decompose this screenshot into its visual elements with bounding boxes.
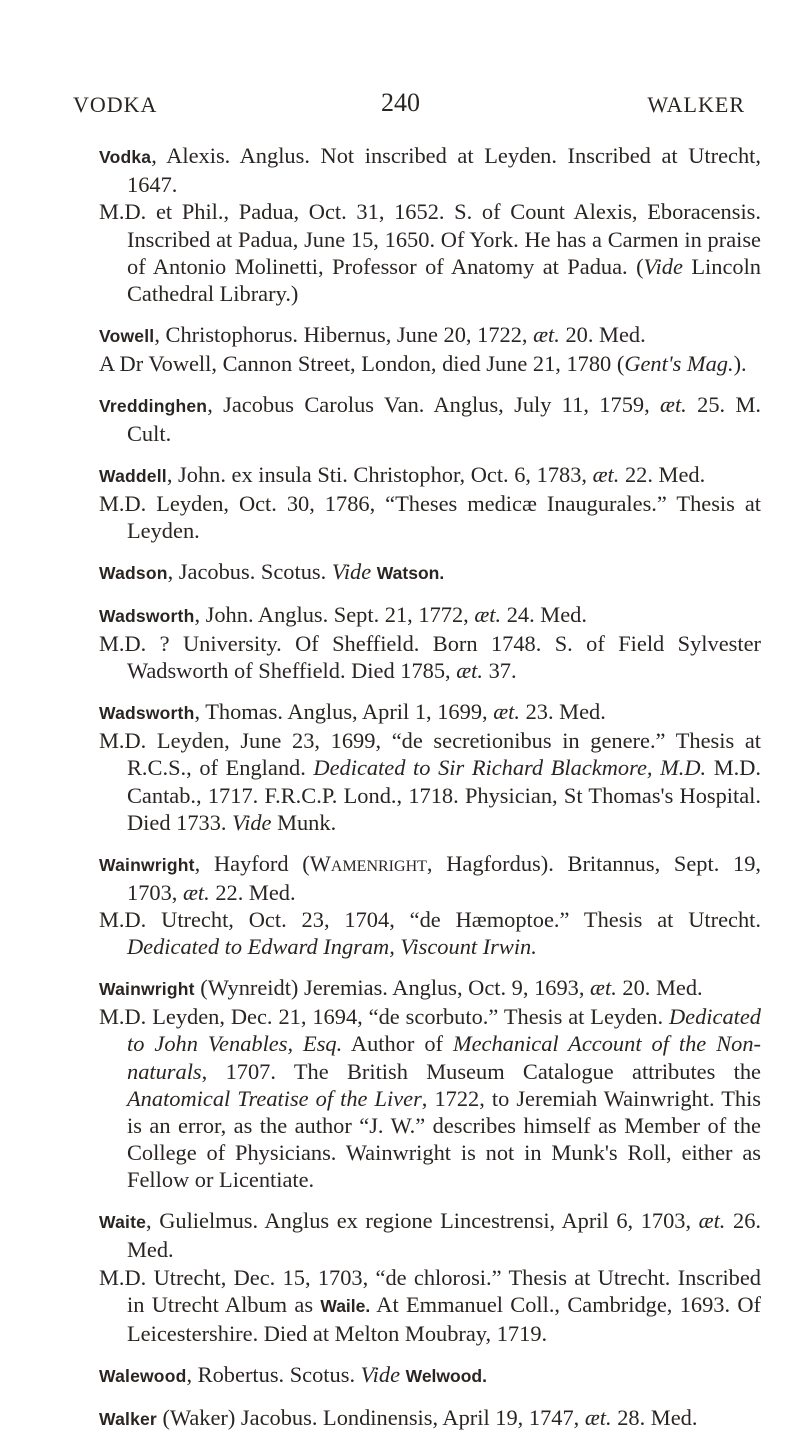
italic-text: æt. — [533, 321, 560, 347]
italic-text: æt. — [698, 1208, 726, 1234]
entry-text: (Wynreidt) Jeremias. Anglus, Oct. 9, 1693, — [194, 975, 591, 1001]
entry-text: , Gulielmus. Anglus ex regione Lincestrensi, April 6, 1703, — [146, 1208, 699, 1234]
entry-detail — [99, 350, 761, 377]
italic-text: æt. — [474, 601, 502, 627]
italic-text: Anatomical Treatise of the Liver — [127, 1085, 422, 1111]
italic-text: Vide — [643, 253, 683, 279]
entry-text: M.D. Leyden, Oct. 30, 1786, “Theses medicæ Inaugurales.” Thesis at Leyden. — [99, 491, 761, 544]
entry-text: , Jacobus Carolus Van. Anglus, July 11, 1759, — [207, 391, 661, 417]
entry-text: M.D. Utrecht, Dec. 15, 1703, “de chlorosi.” Thesis at Utrecht. Inscribed in Utrecht Album as — [99, 1264, 761, 1317]
entry-headline — [99, 1361, 761, 1390]
entry-text: 22. Med. — [619, 461, 706, 487]
italic-text: Vide — [360, 1361, 401, 1387]
entry-text: M.D. Cantab., 1717. F.R.C.P. Lond., 1718. Physician, St Thomas's Hospital. Died 1733. — [127, 755, 762, 835]
entry-wadsworth — [99, 601, 761, 685]
entry-text: 24. Med. — [501, 601, 587, 627]
headword: Waite — [99, 1212, 147, 1233]
entry-text: , 1722, to Jeremiah Wainwright. This is an error, as the author “J. W.” describes himself as Member of the College of Physicians. Wainwright is not in Munk's Roll, either as Fellow or Licentiate. — [127, 1085, 761, 1193]
entry-headline — [99, 321, 761, 350]
italic-text: Gent's Mag. — [624, 351, 734, 377]
entry-wadsworth — [99, 698, 761, 836]
headword: Vreddinghen — [99, 395, 208, 416]
entry-wainwright — [99, 850, 761, 961]
entry-vodka — [99, 142, 761, 307]
italic-text: Vide — [232, 809, 272, 835]
entry-headline — [99, 850, 761, 906]
entry-text: 26. Med. — [127, 1208, 761, 1263]
entry-text: , 1707. The British Museum Catalogue attributes the — [201, 1058, 761, 1084]
entry-vreddinghen — [99, 391, 761, 447]
headword: Waddell — [99, 465, 167, 486]
headword: Wadsworth — [99, 703, 195, 724]
entry-text: 23. Med. — [519, 699, 606, 725]
entry-headline — [99, 391, 761, 447]
entry-text: A Dr Vowell, Cannon Street, London, died June 21, 1780 ( — [99, 351, 625, 377]
entry-text: , Jacobus. Scotus. — [167, 559, 332, 585]
cross-reference: Waile. — [320, 1295, 371, 1316]
entry-text: , Christophorus. Hibernus, June 20, 1722, — [154, 321, 534, 347]
entry-headline — [99, 461, 761, 490]
entry-text: M.D. Leyden, June 23, 1699, “de secretionibus in genere.” Thesis at R.C.S., of England. — [99, 728, 761, 781]
headword: Wainwright — [99, 979, 195, 1000]
page-number: 240 — [381, 88, 420, 117]
headword: Wadson — [99, 563, 168, 584]
entry-text: , John. Anglus. Sept. 21, 1772, — [194, 601, 475, 627]
entry-text: , Thomas. Anglus, April 1, 1699, — [194, 699, 494, 725]
headword: Wadsworth — [99, 605, 195, 626]
headword: Walewood — [99, 1365, 187, 1386]
headword: Wainwright — [99, 854, 195, 875]
entry-detail — [99, 490, 761, 544]
cross-reference: Welwood. — [405, 1365, 487, 1386]
entry-text: M.D. et Phil., Padua, Oct. 31, 1652. S. of Count Alexis, Eboracensis. Inscribed at Padua, June 15, 1650. Of York. He has a Carmen in praise of Antonio Molinetti, Professor of Anatomy at Padua. ( — [99, 199, 761, 279]
entry-text: M.D. Utrecht, Oct. 23, 1704, “de Hæmoptoe.” Thesis at Utrecht. — [99, 907, 761, 933]
entry-text: , Robertus. Scotus. — [186, 1361, 361, 1387]
entry-headline — [99, 601, 761, 630]
header-left-guide-word: VODKA — [73, 92, 158, 117]
entries-list — [99, 142, 761, 1446]
entry-text: 25. M. Cult. — [127, 391, 761, 447]
entry-text: 20. Med. — [559, 321, 646, 347]
entry-walker — [99, 1404, 761, 1433]
entry-text: 22. Med. — [209, 879, 296, 905]
entry-text: 37. — [483, 658, 517, 684]
entry-text: M.D. ? University. Of Sheffield. Born 1748. S. of Field Sylvester Wadsworth of Sheffield. Died 1785, — [99, 631, 761, 684]
italic-text: æt. — [182, 879, 210, 905]
entry-text: M.D. Leyden, Dec. 21, 1694, “de scorbuto.” Thesis at Leyden. — [99, 1004, 669, 1030]
entry-detail — [99, 906, 761, 960]
entry-text: , Hayford ( — [194, 850, 310, 876]
entry-walewood — [99, 1361, 761, 1390]
entry-detail — [99, 727, 761, 836]
italic-text: æt. — [493, 699, 520, 725]
italic-text: Dedicated to Sir Richard Blackmore, M.D. — [313, 755, 707, 781]
entry-waddell — [99, 461, 761, 545]
cross-reference: Watson. — [376, 563, 445, 584]
entry-text: , John. ex insula Sti. Christophor, Oct. 6, 1783, — [166, 461, 593, 487]
italic-text: Dedicated to John Venables, Esq. — [127, 1004, 761, 1057]
headword: Vowell — [99, 325, 155, 346]
entry-wadson — [99, 558, 761, 587]
entry-text: 20. Med. — [616, 975, 703, 1001]
header-right-guide-word: WALKER — [647, 92, 745, 117]
entry-detail — [99, 1003, 761, 1193]
entry-text: (Waker) Jacobus. Londinensis, April 19, 1747, — [156, 1404, 585, 1430]
entry-detail — [99, 198, 761, 307]
italic-text: æt. — [590, 975, 617, 1001]
headword: Walker — [99, 1408, 157, 1429]
entry-detail — [99, 1264, 761, 1348]
entry-headline — [99, 558, 761, 587]
italic-text: Mechanical Account of the Non-naturals — [127, 1031, 761, 1084]
italic-text: æt. — [456, 658, 483, 684]
italic-text: Vide — [331, 559, 372, 585]
entry-text: , Alexis. Anglus. Not inscribed at Leyden. Inscribed at Utrecht, 1647. — [127, 143, 761, 198]
entry-vowell — [99, 321, 761, 377]
entry-headline — [99, 142, 761, 198]
entry-text: Lincoln Cathedral Library.) — [127, 253, 761, 307]
italic-text: æt. — [660, 391, 687, 417]
entry-headline — [99, 1404, 761, 1433]
entry-text: ). — [733, 351, 747, 377]
entry-text: Munk. — [271, 809, 337, 835]
entry-detail — [99, 630, 761, 684]
italic-text: Dedicated to Edward Ingram, Viscount Irwin. — [127, 934, 537, 960]
entry-text: At Emmanuel Coll., Cambridge, 1693. Of Leicestershire. Died at Melton Moubray, 1719. — [127, 1291, 761, 1347]
running-header — [0, 88, 801, 128]
entry-headline — [99, 1207, 761, 1263]
italic-text: æt. — [584, 1404, 612, 1430]
entry-text: Author of — [342, 1031, 453, 1057]
entry-headline — [99, 974, 761, 1003]
entry-headline — [99, 698, 761, 727]
entry-text: , Hagfordus). Britannus, Sept. 19, 1703, — [127, 850, 762, 905]
alt-name: Wamenright — [309, 850, 427, 876]
italic-text: æt. — [592, 461, 620, 487]
entry-text: 28. Med. — [611, 1404, 698, 1430]
entry-waite — [99, 1207, 761, 1347]
headword: Vodka — [99, 147, 152, 167]
entry-wainwright — [99, 974, 761, 1194]
